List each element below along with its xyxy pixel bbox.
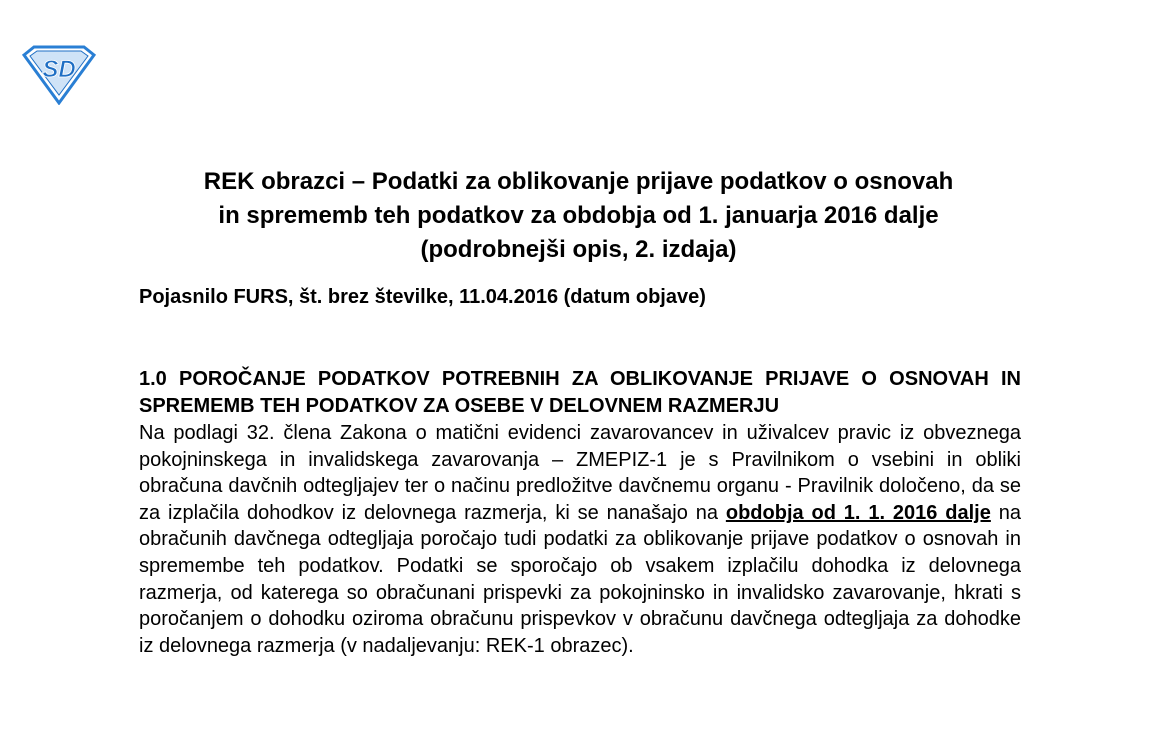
document-title <box>100 165 1057 267</box>
section-paragraph <box>139 420 1021 659</box>
title-line-3: (podrobnejši opis, 2. izdaja) <box>420 236 737 263</box>
title-line-2: in sprememb teh podatkov za obdobja od 1. januarja 2016 dalje <box>218 202 939 229</box>
title-line-1: REK obrazci – Podatki za oblikovanje prijave podatkov o osnovah <box>203 168 954 195</box>
paragraph-text-start: Na podlagi 32. člena Zakona o matični evidenci zavarovancev in uživalcev pravic iz obveznega pokojninskega in invalidskega zavarovanja – ZMEPIZ-1 je s Pravilnikom o vsebini in obliki obračuna davčnih odtegljajev ter o načinu predložitve davčnemu organu - Pravilnik določeno, da se za izplačila dohodkov iz delovnega razmerja, ki se nanašajo na <box>139 422 1021 524</box>
section-1 <box>139 366 1021 659</box>
logo-lettering: SD <box>42 56 76 83</box>
logo-shield-icon <box>20 45 98 105</box>
section-heading: 1.0 POROČANJE PODATKOV POTREBNIH ZA OBLIKOVANJE PRIJAVE O OSNOVAH IN SPREMEMB TEH PODATKOV ZA OSEBE V DELOVNEM RAZMERJU <box>139 368 1021 417</box>
paragraph-text-end: na obračunih davčnega odtegljaja poročajo tudi podatki za oblikovanje prijave podatkov o osnovah in spremembe teh podatkov. Podatki se sporočajo ob vsakem izplačilu dohodka iz delovnega razmerja, od katerega so obračunani prispevki za pokojninsko in invalidsko zavarovanje, hkrati s poročanjem o dohodku oziroma obračunu prispevkov v obračunu davčnega odtegljaja za dohodke iz delovnega razmerja (v nadaljevanju: REK-1 obrazec). <box>139 501 1021 657</box>
period-emphasis: obdobja od 1. 1. 2016 dalje <box>725 501 991 524</box>
publication-note: Pojasnilo FURS, št. brez številke, 11.04.2016 (datum objave) <box>139 286 706 308</box>
